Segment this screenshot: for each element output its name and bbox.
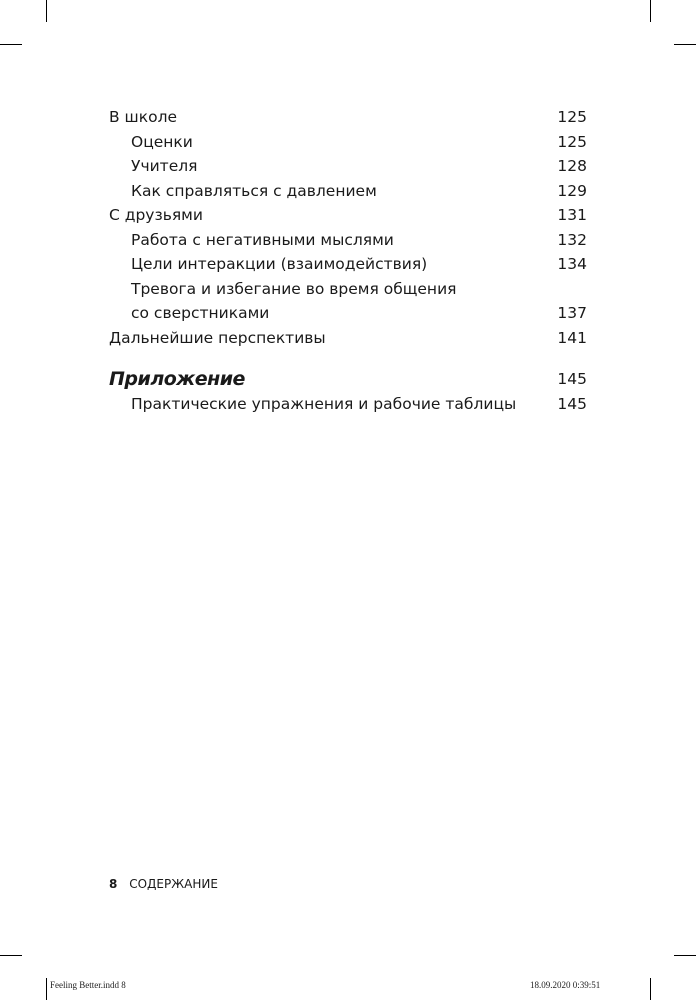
- toc-entry-page: 145: [557, 370, 587, 388]
- footer-section-title: СОДЕРЖАНИЕ: [129, 877, 218, 891]
- toc-entry-title: Цели интеракции (взаимодействия): [131, 255, 428, 273]
- crop-mark: [0, 44, 22, 45]
- toc-entry-title: С друзьями: [109, 206, 203, 224]
- toc-entry-page: 129: [557, 181, 587, 200]
- toc-entry: [109, 252, 587, 277]
- footer-page-number: 8: [109, 877, 118, 891]
- print-slug-file: Feeling Better.indd 8: [50, 980, 126, 990]
- toc-entry-title: В школе: [109, 108, 178, 126]
- toc-entry: [109, 392, 587, 417]
- toc-appendix-title: Приложение: [109, 368, 245, 390]
- toc-entry-page: 131: [557, 206, 587, 224]
- toc-entry-page: 125: [557, 132, 587, 151]
- toc-entry-appendix: [109, 367, 587, 392]
- toc-entry-page: 132: [557, 230, 587, 249]
- toc-entry: [109, 179, 587, 204]
- toc-entry: [109, 105, 587, 130]
- toc-entry-page: 141: [557, 328, 587, 347]
- toc-entry-page: 125: [557, 108, 587, 126]
- toc-entry: [109, 228, 587, 253]
- crop-mark: [650, 978, 651, 1000]
- toc-entry-title: Дальнейшие перспективы: [109, 328, 326, 347]
- toc-entry-title: Как справляться с давлением: [131, 181, 377, 200]
- page-footer: [109, 877, 218, 891]
- toc-entry-page: 137: [557, 304, 587, 322]
- toc-entry-page: 128: [557, 157, 587, 175]
- crop-mark: [46, 978, 47, 1000]
- crop-mark: [46, 0, 47, 22]
- toc-entry: [109, 326, 587, 351]
- toc-entry: [109, 130, 587, 155]
- toc-entry-title-line: со сверстниками: [131, 304, 270, 322]
- toc-entry: [109, 154, 587, 179]
- toc-entry-page: 145: [557, 394, 587, 413]
- toc-entry-title: Оценки: [131, 132, 193, 151]
- print-slug-timestamp: 18.09.2020 0:39:51: [530, 980, 601, 990]
- crop-mark: [674, 955, 696, 956]
- toc-entry-title: Практические упражнения и рабочие таблицы: [131, 394, 517, 413]
- crop-mark: [674, 44, 696, 45]
- toc-entry-page: 134: [557, 255, 587, 273]
- toc-entry-title: [109, 277, 547, 326]
- toc-entry-title: Учителя: [131, 157, 198, 175]
- crop-mark: [0, 955, 22, 956]
- crop-mark: [650, 0, 651, 22]
- toc-entry-title-line: Тревога и избегание во время общения: [131, 279, 457, 298]
- table-of-contents: [109, 105, 587, 416]
- toc-entry: [109, 277, 587, 326]
- toc-entry-title: Работа с негативными мыслями: [131, 230, 394, 249]
- toc-entry: [109, 203, 587, 228]
